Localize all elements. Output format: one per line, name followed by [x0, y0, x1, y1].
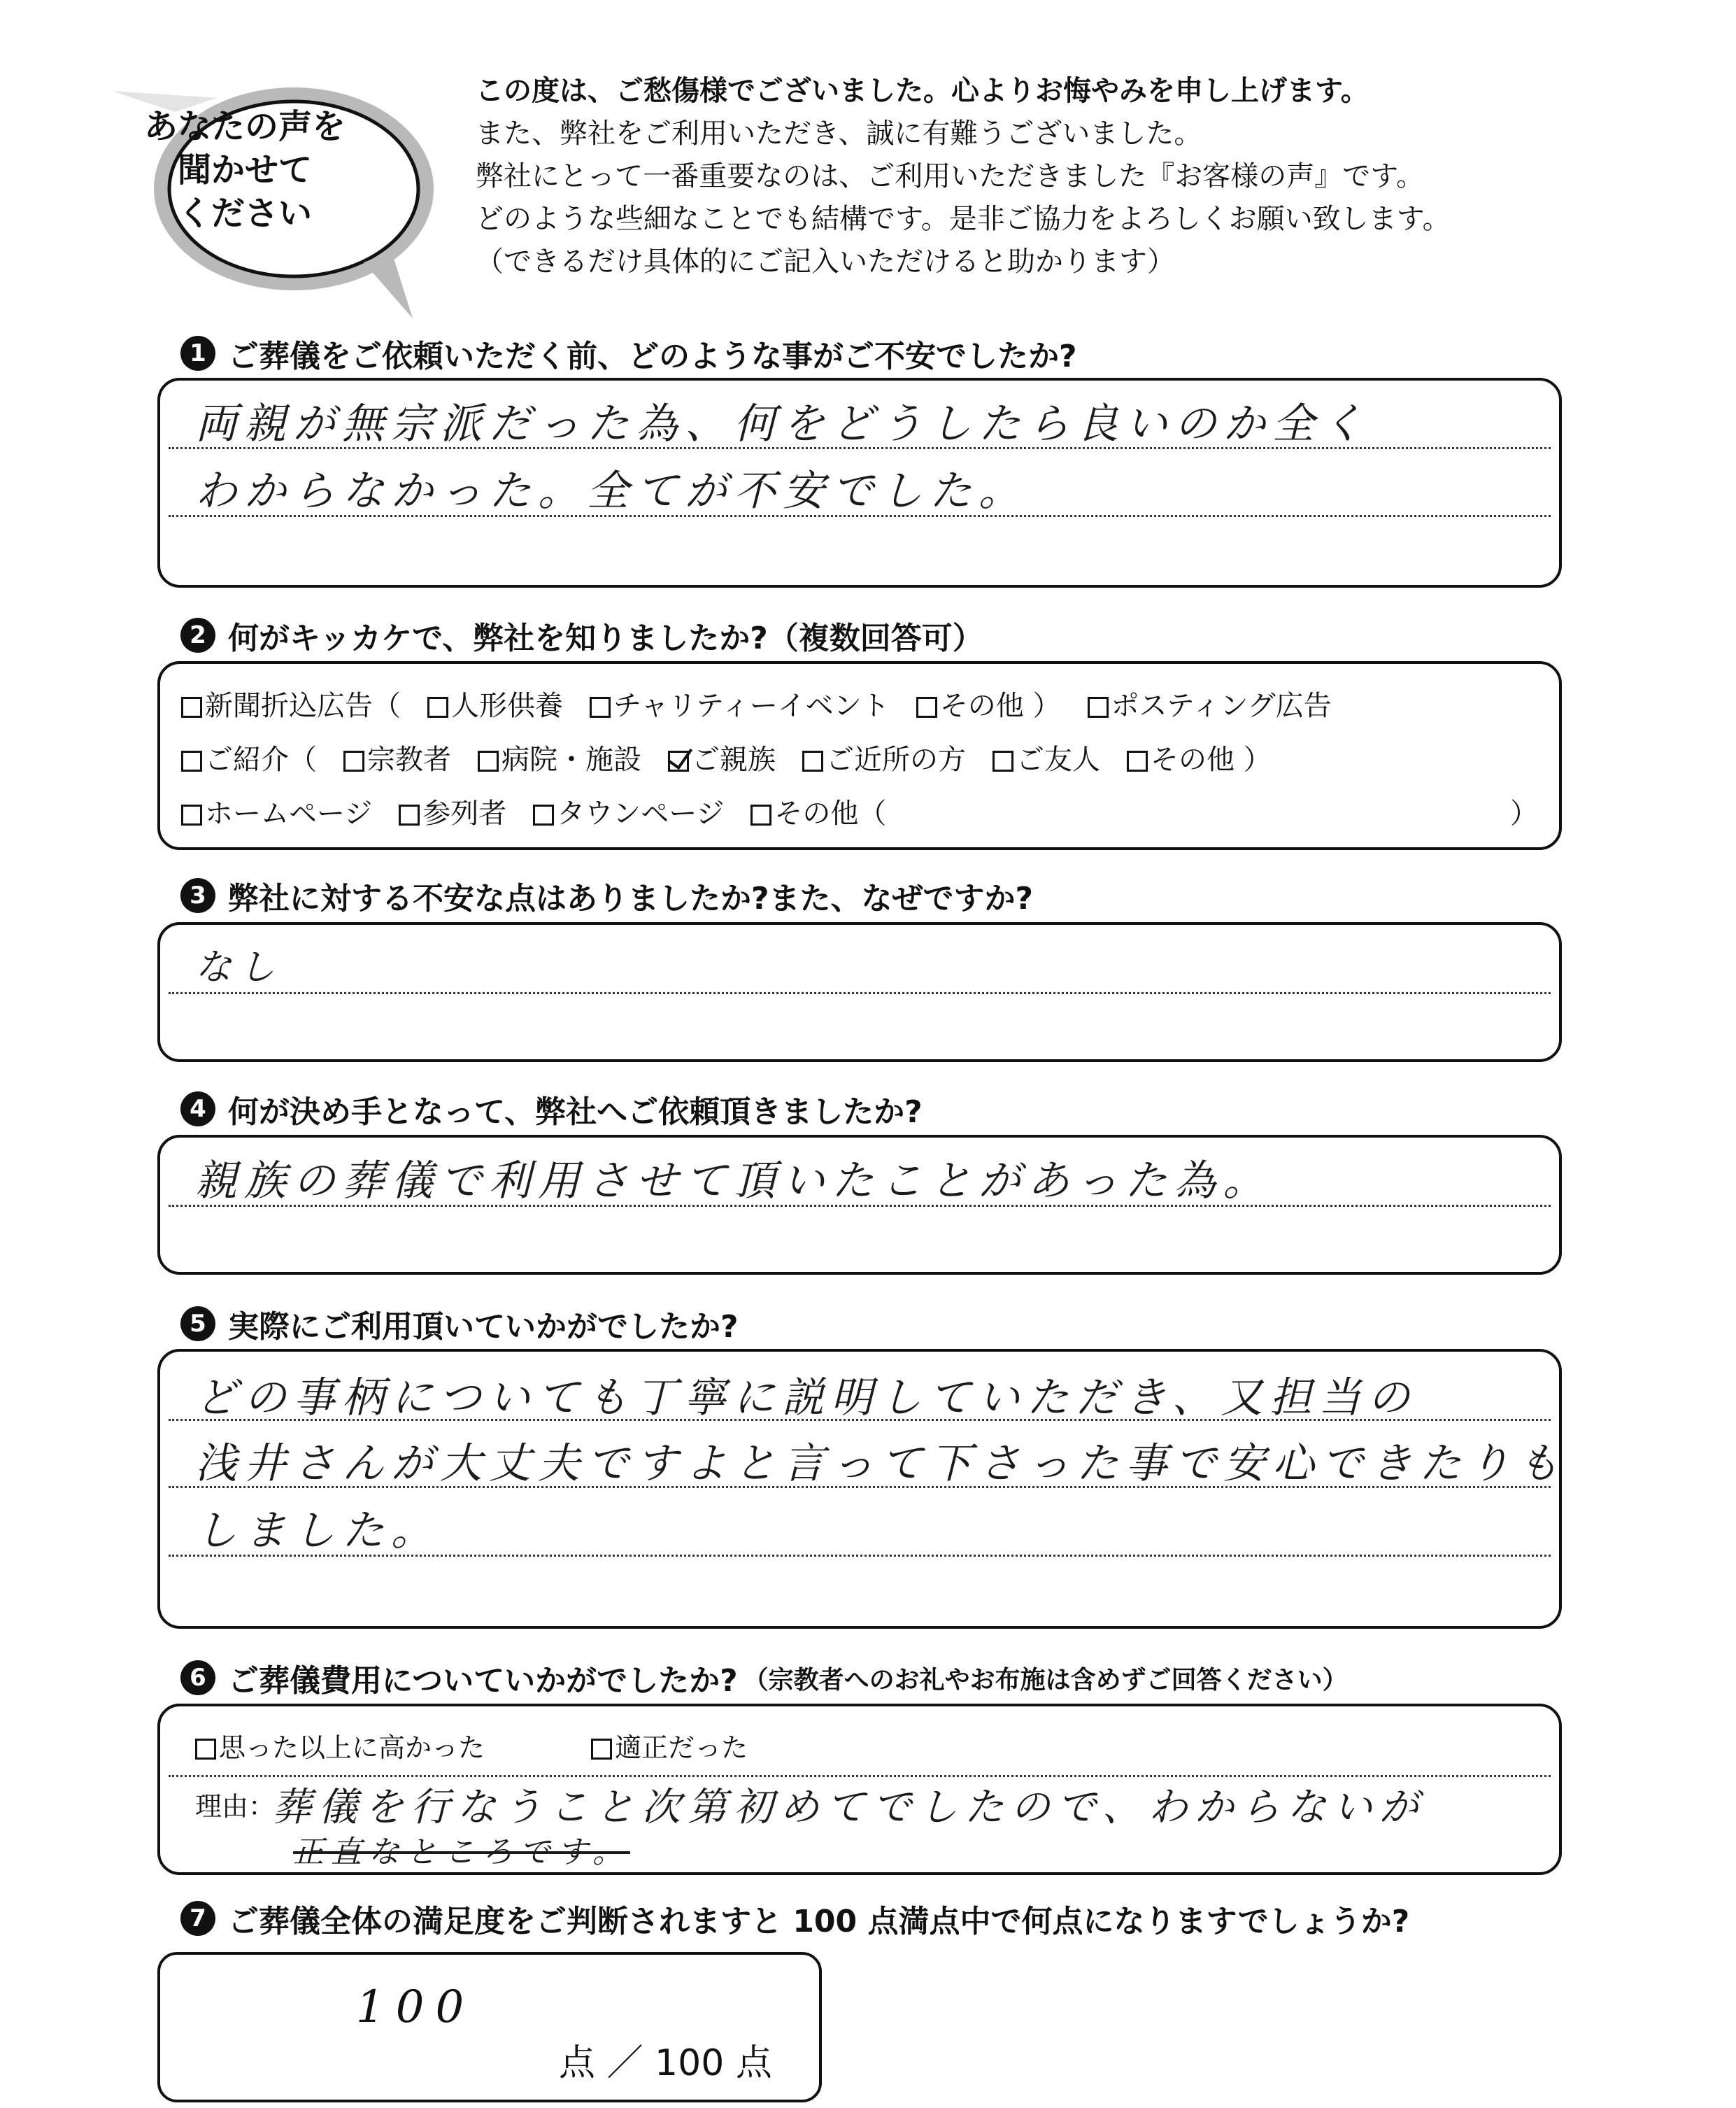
- option-too-expensive[interactable]: 思った以上に高かった: [195, 1732, 485, 1763]
- handwritten-answer: 両親が無宗派だった為、何をどうしたら良いのか全く: [195, 399, 1370, 448]
- checkbox-option[interactable]: [802, 737, 966, 777]
- question-number: 3: [180, 878, 215, 913]
- handwritten-answer: 葬儀を行なうこと次第初めてでしたので、わからないが: [272, 1785, 1425, 1830]
- handwritten-answer: なし: [195, 947, 283, 989]
- question-number: 4: [180, 1091, 215, 1126]
- checkbox[interactable]: [916, 697, 937, 718]
- checkbox-option[interactable]: [992, 737, 1100, 777]
- question-text: ご葬儀をご依頼いただく前、どのような事がご不安でしたか?: [228, 339, 1077, 374]
- question-text: ご葬儀費用についていかがでしたか?: [228, 1663, 738, 1699]
- option-label: ご友人: [1016, 744, 1100, 776]
- option-label: 参列者: [422, 798, 507, 830]
- checkbox[interactable]: [802, 751, 823, 772]
- score-box[interactable]: [157, 1952, 822, 2102]
- checkbox-option[interactable]: [916, 684, 1061, 723]
- question-text: 何が決め手となって、弊社へご依頼頂きましたか?: [228, 1094, 923, 1130]
- checkbox-box-2: [157, 661, 1562, 850]
- checkbox[interactable]: [181, 751, 202, 772]
- question-text: 実際にご利用頂いていかがでしたか?: [228, 1309, 739, 1345]
- option-label: ご親族: [692, 744, 776, 776]
- checkbox-option[interactable]: [427, 684, 563, 723]
- question-3-heading: [180, 875, 1033, 917]
- question-6-heading: [180, 1657, 1348, 1699]
- checkbox-option[interactable]: [478, 737, 641, 777]
- option-label: タウンページ: [557, 798, 725, 830]
- checkbox-option[interactable]: [668, 737, 776, 777]
- question-number: 2: [180, 618, 215, 653]
- checkbox-option[interactable]: [181, 684, 401, 723]
- reason-label: 理由：: [195, 1791, 276, 1822]
- question-text: ご葬儀全体の満足度をご判断されますと 100 点満点中で何点になりますでしょうか?: [228, 1904, 1410, 1939]
- cost-options: [195, 1726, 846, 1764]
- question-7-heading: [180, 1897, 1409, 1939]
- option-row: [181, 684, 1358, 723]
- intro-line: この度は、ご愁傷様でございました。心よりお悔やみを申し上げます。: [476, 75, 1369, 107]
- option-label: その他 ）: [939, 690, 1061, 722]
- answer-box-5[interactable]: [157, 1349, 1566, 1629]
- score-suffix: 点 ／ 100 点: [559, 2042, 772, 2084]
- row3-close-paren: ）: [1510, 798, 1538, 830]
- answer-box-1[interactable]: [157, 378, 1562, 588]
- option-label: 新聞折込広告（: [205, 690, 401, 722]
- option-row: [181, 737, 1298, 777]
- checked-checkbox[interactable]: [668, 751, 689, 772]
- checkbox[interactable]: [181, 697, 202, 718]
- answer-box-3[interactable]: [157, 922, 1562, 1062]
- checkbox-option[interactable]: [181, 791, 372, 831]
- handwritten-answer: どの事柄についても丁寧に説明していただき、又担当の: [195, 1373, 1417, 1422]
- intro-line: また、弊社をご利用いただき、誠に有難うございました。: [476, 118, 1202, 150]
- checkbox[interactable]: [181, 805, 202, 826]
- intro-message: [476, 70, 1707, 283]
- intro-line: どのような些細なことでも結構です。是非ご協力をよろしくお願い致します。: [476, 203, 1451, 235]
- answer-box-6: [157, 1704, 1562, 1875]
- question-5-heading: [180, 1303, 739, 1345]
- checkbox[interactable]: [1088, 697, 1109, 718]
- intro-line: 弊社にとって一番重要なのは、ご利用いただきました『お客様の声』です。: [476, 160, 1424, 192]
- checkbox[interactable]: [992, 751, 1013, 772]
- checkbox-option[interactable]: [1088, 684, 1332, 723]
- option-label: チャリティーイベント: [613, 690, 890, 722]
- option-label: ご近所の方: [826, 744, 966, 776]
- checkbox-option[interactable]: [590, 684, 890, 723]
- option-label: ホームページ: [205, 798, 373, 830]
- question-number: 1: [180, 336, 215, 371]
- option-label: ポスティング広告: [1111, 690, 1332, 722]
- question-text: 弊社に対する不安な点はありましたか?また、なぜですか?: [228, 881, 1034, 917]
- question-subtext: （宗教者へのお礼やお布施は含めずご回答ください）: [743, 1665, 1348, 1695]
- checkbox-option[interactable]: [399, 791, 506, 831]
- handwritten-answer: 正直なところです。: [293, 1834, 631, 1870]
- intro-line: （できるだけ具体的にご記入いただけると助かります）: [476, 246, 1175, 278]
- option-label: 病院・施設: [501, 744, 641, 776]
- option-row: [181, 791, 913, 831]
- option-appropriate[interactable]: 適正だった: [591, 1732, 748, 1763]
- checkbox[interactable]: [750, 805, 771, 826]
- option-label: ご紹介（: [205, 744, 317, 776]
- question-number: 6: [180, 1660, 215, 1695]
- option-label: その他（: [774, 798, 887, 830]
- option-label: その他 ）: [1151, 744, 1272, 776]
- checkbox[interactable]: [533, 805, 554, 826]
- checkbox[interactable]: [343, 751, 364, 772]
- answer-box-4[interactable]: [157, 1135, 1562, 1275]
- checkbox[interactable]: [591, 1739, 612, 1760]
- checkbox[interactable]: [195, 1739, 216, 1760]
- checkbox-option[interactable]: [181, 737, 317, 777]
- question-2-heading: [180, 614, 983, 656]
- handwritten-answer: 浅井さんが大丈夫ですよと言って下さった事で安心できたりも: [195, 1439, 1566, 1488]
- checkbox-option[interactable]: [750, 791, 886, 831]
- handwritten-answer: わからなかった。全てが不安でした。: [195, 467, 1027, 516]
- question-number: 5: [180, 1306, 215, 1341]
- handwritten-answer: しました。: [195, 1506, 440, 1555]
- question-text: 何がキッカケで、弊社を知りましたか?（複数回答可）: [228, 621, 983, 656]
- checkbox-option[interactable]: [1127, 737, 1272, 777]
- option-label: 人形供養: [451, 690, 563, 722]
- checkbox-option[interactable]: [533, 791, 724, 831]
- checkbox[interactable]: [1127, 751, 1148, 772]
- checkbox[interactable]: [427, 697, 448, 718]
- handwritten-answer: 親族の葬儀で利用させて頂いたことがあった為。: [195, 1156, 1272, 1205]
- handwritten-score: 100: [356, 1981, 476, 2033]
- checkbox[interactable]: [399, 805, 420, 826]
- question-number: 7: [180, 1901, 215, 1936]
- option-label: 宗教者: [367, 744, 451, 776]
- checkbox[interactable]: [590, 697, 611, 718]
- checkbox-option[interactable]: [343, 737, 451, 777]
- checkbox[interactable]: [478, 751, 499, 772]
- bubble-heading: あなたの声を 聞かせて ください: [143, 107, 346, 233]
- question-4-heading: [180, 1088, 923, 1130]
- question-1-heading: [180, 332, 1077, 374]
